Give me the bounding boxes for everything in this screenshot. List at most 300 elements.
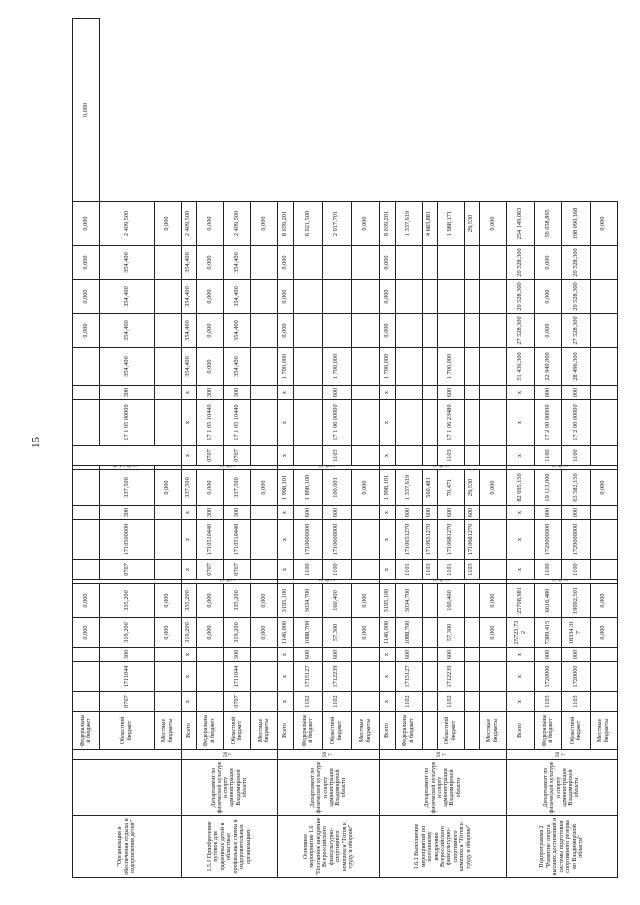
b2-cell-3: 19 113,000 [535,470,562,506]
b1-cell-0: 1102 [322,692,351,712]
b3-cell-6 [294,246,323,280]
b3-cell-4 [395,314,422,348]
b2-cell-1: 1710510440 [223,520,250,560]
b3-cell-7: 2 017,701 [322,202,351,246]
b1-cell-1 [422,662,437,692]
b1-cell-0: 1103 [535,692,562,712]
b1-cell-2: 000 [562,648,590,662]
b3-cell-1 [422,400,437,446]
funding-source: Всего [506,712,534,750]
table-row [422,19,437,878]
b2-cell-0: 0707 [196,560,223,580]
b3-cell-3 [464,348,479,386]
b2-cell-0: 0707 [100,560,155,580]
b1-cell-0 [422,692,437,712]
b3-cell-5: 0,000 [380,280,395,314]
b1-cell-1 [73,662,100,692]
b3-cell-2: x [380,386,395,400]
b1-cell-0 [479,692,506,712]
b3-cell-1 [590,400,617,446]
b1-cell-1 [351,662,380,692]
b3-cell-7: 0,000 [154,202,181,246]
b2-cell-3: 0,000 [479,470,506,506]
b3-cell-1 [251,400,278,446]
b3-cell-0: 1100 [562,446,590,466]
b1-cell-3: 57,300 [322,618,351,648]
b2-cell-1 [351,520,380,560]
b3-cell-5 [395,280,422,314]
b2-cell-3: 0,000 [590,470,617,506]
b3-cell-6: 354,400 [223,246,250,280]
funding-source [464,712,479,750]
b3-cell-6: 20 528,300 [562,246,590,280]
b3-cell-3: 1 700,000 [380,348,395,386]
b1-cell-3: 7389,415 [535,618,562,648]
b1-cell-0 [351,692,380,712]
b3-cell-0 [351,446,380,466]
b2-cell-0 [351,560,380,580]
funding-source: Местные бюджеты [251,712,278,750]
b1-cell-3: 25723,732 [506,618,534,648]
block-separator: 567 [278,580,380,584]
b3-cell-2: 600 [437,386,464,400]
b3-cell-6 [437,246,464,280]
b2-cell-1: 1720000000 [535,520,562,560]
table-row [464,19,479,878]
b3-cell-6: 354,400 [100,246,155,280]
b2-cell-0 [251,560,278,580]
table-row [437,19,464,878]
b1-cell-2: x [380,648,395,662]
b3-cell-0: 0707 [223,446,250,466]
block-separator: 567 [278,466,380,470]
b1-cell-3 [422,618,437,648]
b3-cell-1: 17 1 06 00000 [322,400,351,446]
b2-cell-0: x [380,560,395,580]
b1-cell-4: 0,000 [479,584,506,618]
b3-cell-3: 51 436,300 [506,348,534,386]
b3-cell-2: 600 [322,386,351,400]
b3-cell-5 [464,280,479,314]
funding-source: Местные бюджеты [479,712,506,750]
b3-cell-6 [479,246,506,280]
b1-cell-3: 319,200 [181,618,196,648]
table-row [251,19,278,878]
b2-cell-2 [351,506,380,520]
b2-cell-3: 1 998,101 [380,470,395,506]
b3-cell-2 [464,386,479,400]
executor-cell: Департамент по физической культуре и спорту администрации Владимирской области [380,760,507,816]
b3-cell-5: 0,000 [535,280,562,314]
table-row [535,19,562,878]
b1-cell-2: x [506,648,534,662]
b2-cell-3: 63 582,150 [562,470,590,506]
funding-source [422,712,437,750]
b1-cell-1: x [380,662,395,692]
b3-cell-6: 0,000 [73,202,100,246]
funding-source: Областной бюджет [437,712,464,750]
b3-cell-2 [395,386,422,400]
b1-cell-1: 1711044 [223,662,250,692]
b3-cell-6 [154,246,181,280]
b3-cell-5 [479,280,506,314]
b1-cell-4: 0,000 [351,584,380,618]
block-separator: 567 [181,580,277,584]
b1-cell-4: 0,000 [196,584,223,618]
ministry-code [73,750,182,760]
funding-source: Областной бюджет [562,712,590,750]
b1-cell-4: 0,000 [154,584,181,618]
table-row [380,19,395,878]
b1-cell-2: 000 [535,648,562,662]
b3-cell-7: 0,000 [73,19,100,202]
b2-cell-2: x [181,506,196,520]
b2-cell-2: 600 [464,506,479,520]
b3-cell-5: 20 528,300 [562,280,590,314]
table-row [278,19,294,878]
b1-cell-1 [196,662,223,692]
b3-cell-0: 1100 [535,446,562,466]
b1-cell-0: x [380,692,395,712]
b2-cell-0: 1100 [322,560,351,580]
b3-cell-2 [251,386,278,400]
b3-cell-0 [294,446,323,466]
b3-cell-6: 0,000 [278,246,294,280]
b1-cell-0 [154,692,181,712]
block-separator: 567 [181,466,277,470]
b2-cell-2: 300 [196,506,223,520]
b1-cell-1: 1712239 [437,662,464,692]
b2-cell-3: 0,000 [351,470,380,506]
b3-cell-5 [422,280,437,314]
b2-cell-0: x [278,560,294,580]
b1-cell-0: 0707 [223,692,250,712]
b2-cell-0: 1101 [437,560,464,580]
b1-cell-2 [154,648,181,662]
funding-source: Всего [181,712,196,750]
table-row [562,19,590,878]
b3-cell-2: x [278,386,294,400]
b1-cell-1 [464,662,479,692]
b2-cell-4 [73,466,100,470]
b3-cell-1: 17 1 06 23480 [437,400,464,446]
b3-cell-6: 20 528,300 [506,246,534,280]
b3-cell-1: x [506,400,534,446]
b3-cell-1: 17 1 05 10440 [223,400,250,446]
b1-cell-0 [251,692,278,712]
b3-cell-5: 354,400 [100,280,155,314]
table-row [196,19,223,878]
b3-cell-6 [251,246,278,280]
b3-cell-2: 300 [100,386,155,400]
funding-source: Федеральный бюджет [294,712,323,750]
funding-source: Областной бюджет [223,712,250,750]
b1-cell-4: 19092,501 [562,584,590,618]
b1-cell-4: 335,200 [100,584,155,618]
b2-cell-2: x [278,506,294,520]
b2-cell-0 [479,560,506,580]
b3-cell-6: 0,000 [380,246,395,280]
b1-cell-2: x [181,648,196,662]
b3-cell-2: x [506,386,534,400]
b2-cell-0: x [181,560,196,580]
b3-cell-3 [154,348,181,386]
b3-cell-6 [395,246,422,280]
b1-cell-3: 1088,700 [395,618,422,648]
b3-cell-3 [479,348,506,386]
b3-cell-7: 1 988,171 [437,202,464,246]
b3-cell-1: 17 1 05 00000 [100,400,155,446]
b2-cell-3: 560,481 [422,470,437,506]
b3-cell-7: 2 409,500 [100,202,155,246]
b1-cell-0: x [506,692,534,712]
b3-cell-3: 354,400 [181,348,196,386]
b3-cell-1: x [380,400,395,446]
b1-cell-4: 160,400 [437,584,464,618]
b1-cell-4 [464,584,479,618]
funding-source: Федеральный бюджет [535,712,562,750]
funding-source: Областной бюджет [322,712,351,750]
b3-cell-2 [351,386,380,400]
b3-cell-4 [590,314,617,348]
measure-name: 1.6.1 Выполнение мероприятий по поэтапному внедрению Всероссийского физкультурно-спортивного комплекса "Готов к труду и обороне" [380,816,507,878]
b1-cell-3: 0,000 [73,618,100,648]
b1-cell-4: 25708,981 [506,584,534,618]
b1-cell-2: 600 [437,648,464,662]
table-row [506,19,534,878]
measure-name: Подпрограмма 2 "Развитие спорта высших достижений и системы подготовки спортивного резерва во Владимирской области" [506,816,617,878]
b1-cell-1: x [278,662,294,692]
b1-cell-0: x [181,692,196,712]
b1-cell-4: 3034,700 [294,584,323,618]
b2-cell-0: x [506,560,534,580]
b3-cell-4: 0,000 [73,280,100,314]
b2-cell-1: 1710681270 [437,520,464,560]
b3-cell-5 [351,280,380,314]
b3-cell-1 [395,400,422,446]
b3-cell-1: 17 2 00 00000 [535,400,562,446]
table-row [294,19,323,878]
b3-cell-3: 354,400 [100,348,155,386]
b1-cell-1 [251,662,278,692]
b3-cell-5 [322,280,351,314]
b3-cell-7: 6 021,500 [294,202,323,246]
table-row [73,19,100,878]
b2-cell-3: 100,001 [322,470,351,506]
b1-cell-2: 600 [294,648,323,662]
b3-cell-7: 2 409,500 [181,202,196,246]
b3-cell-1: x [278,400,294,446]
b1-cell-2 [479,648,506,662]
b3-cell-4 [294,314,323,348]
b3-cell-3: 28 496,300 [562,348,590,386]
b2-cell-1 [590,520,617,560]
b1-cell-3: 1088,700 [294,618,323,648]
b2-cell-0: 0707 [223,560,250,580]
b3-cell-4: 0,000 [380,314,395,348]
b3-cell-4 [154,314,181,348]
b1-cell-2: 600 [395,648,422,662]
b1-cell-1: x [181,662,196,692]
b1-cell-3: 0,000 [251,618,278,648]
executor-cell: Департамент по физической культуре и спорту администрации Владимирской области [506,760,617,816]
b3-cell-1: 17 1 05 10440 [196,400,223,446]
b1-cell-4 [422,584,437,618]
b3-cell-4 [464,314,479,348]
b3-cell-0 [464,446,479,466]
b2-cell-2: 000 [535,506,562,520]
b3-cell-4 [437,314,464,348]
b3-cell-0: x [380,446,395,466]
b3-cell-1 [479,400,506,446]
b1-cell-4: 6616,480 [535,584,562,618]
ministry-code: 567 [278,750,380,760]
b3-cell-0: x [181,446,196,466]
b3-cell-1 [294,400,323,446]
b3-cell-1: x [181,400,196,446]
b1-cell-1: 1720000 [535,662,562,692]
b3-cell-6 [590,246,617,280]
b1-cell-4: 3034,700 [395,584,422,618]
b2-cell-1: 1710651270 [395,520,422,560]
b3-cell-4: 27 528,300 [506,314,534,348]
b1-cell-4: 3195,100 [278,584,294,618]
b2-cell-3: 337,500 [181,470,196,506]
b3-cell-0: 0707 [196,446,223,466]
b3-cell-0: 1103 [322,446,351,466]
b3-cell-5: 0,000 [73,246,100,280]
b3-cell-7: 198 090,168 [562,202,590,246]
funding-source: Местные бюджеты [351,712,380,750]
b3-cell-0 [154,466,181,470]
b3-cell-3: 1 700,000 [322,348,351,386]
b2-cell-2: 600 [395,506,422,520]
b3-cell-4: 27 528,300 [562,314,590,348]
b1-cell-0: 1102 [395,692,422,712]
b2-cell-3: 29,530 [464,470,479,506]
b1-cell-1: 1720000 [562,662,590,692]
b3-cell-5 [154,280,181,314]
b3-cell-7: 254 149,063 [506,202,534,246]
b3-cell-7: 1 337,619 [395,202,422,246]
b3-cell-5: 20 528,300 [506,280,534,314]
b2-cell-0 [73,560,100,580]
b1-cell-0 [73,692,100,712]
b2-cell-3: 0,000 [154,470,181,506]
block-separator: 567 [506,580,617,584]
b1-cell-4: 335,200 [223,584,250,618]
b1-cell-4: 160,400 [322,584,351,618]
b3-cell-5 [251,280,278,314]
b2-cell-0 [154,560,181,580]
b1-cell-2 [73,648,100,662]
b2-cell-3: 70,471 [437,470,464,506]
b2-cell-3: 0,000 [196,470,223,506]
b3-cell-0: 0707 [100,466,155,470]
b1-cell-3: 18334,317 [562,618,590,648]
b3-cell-3: 1 700,000 [437,348,464,386]
b3-cell-0 [395,446,422,466]
b3-cell-6: 0,000 [535,246,562,280]
b2-cell-0: 1103 [464,560,479,580]
b2-cell-1: 1710510440 [196,520,223,560]
b2-cell-2: 600 [322,506,351,520]
b2-cell-2 [590,506,617,520]
b2-cell-0: 1100 [535,560,562,580]
b2-cell-2 [251,506,278,520]
b3-cell-5: 354,400 [181,280,196,314]
b3-cell-1 [351,400,380,446]
b3-cell-5 [294,280,323,314]
block-separator: 567 [506,466,617,470]
b1-cell-1: 1715127 [294,662,323,692]
b3-cell-2: 300 [196,386,223,400]
b3-cell-5 [437,280,464,314]
b2-cell-3: 1 337,619 [395,470,422,506]
table-row [395,19,422,878]
b3-cell-7: 0,000 [351,202,380,246]
measure-name: Основное мероприятие 1.6 "Поэтапное внедрение Всероссийского физкультурно-спортивного комплекса "Готов к труду и обороне" [278,816,380,878]
b2-cell-0: 1101 [395,560,422,580]
b3-cell-0 [590,446,617,466]
b1-cell-1 [154,662,181,692]
b3-cell-7: 29,530 [464,202,479,246]
b3-cell-0: 1103 [437,446,464,466]
b2-cell-1: x [181,520,196,560]
b2-cell-1: x [506,520,534,560]
b3-cell-2: x [181,386,196,400]
b1-cell-2 [464,648,479,662]
b3-cell-0 [251,446,278,466]
b3-cell-6: 0,000 [196,246,223,280]
b2-cell-2: 600 [422,506,437,520]
b2-cell-1 [251,520,278,560]
b1-cell-1 [479,662,506,692]
b2-cell-2: x [506,506,534,520]
b1-cell-3 [464,618,479,648]
b2-cell-2: 300 [223,506,250,520]
b3-cell-7: 0,000 [251,202,278,246]
b2-cell-3: 337,500 [100,470,155,506]
funding-source: Областной бюджет [100,712,155,750]
b3-cell-7: 8 039,201 [278,202,294,246]
budget-table [72,18,618,878]
b3-cell-6: 354,400 [181,246,196,280]
b1-cell-0: 1102 [294,692,323,712]
b1-cell-2 [590,648,617,662]
block-separator [73,446,182,466]
b1-cell-1: 1711044 [100,662,155,692]
b3-cell-2 [154,386,181,400]
b3-cell-4: 354,400 [100,314,155,348]
b2-cell-3: 337,500 [223,470,250,506]
b3-cell-1 [154,400,181,446]
b2-cell-0 [590,560,617,580]
b3-cell-7: 0,000 [590,202,617,246]
b1-cell-3: 1146,000 [278,618,294,648]
b3-cell-4: 354,400 [223,314,250,348]
b2-cell-2: 000 [562,506,590,520]
b3-cell-2: 000 [562,386,590,400]
b3-cell-0: x [278,446,294,466]
b1-cell-0 [590,692,617,712]
b1-cell-2: x [278,648,294,662]
b3-cell-3 [395,348,422,386]
b1-cell-3: 0,000 [154,618,181,648]
b1-cell-4: 0,000 [590,584,617,618]
b1-cell-4: 3195,100 [380,584,395,618]
b1-cell-4: 0,000 [73,584,100,618]
